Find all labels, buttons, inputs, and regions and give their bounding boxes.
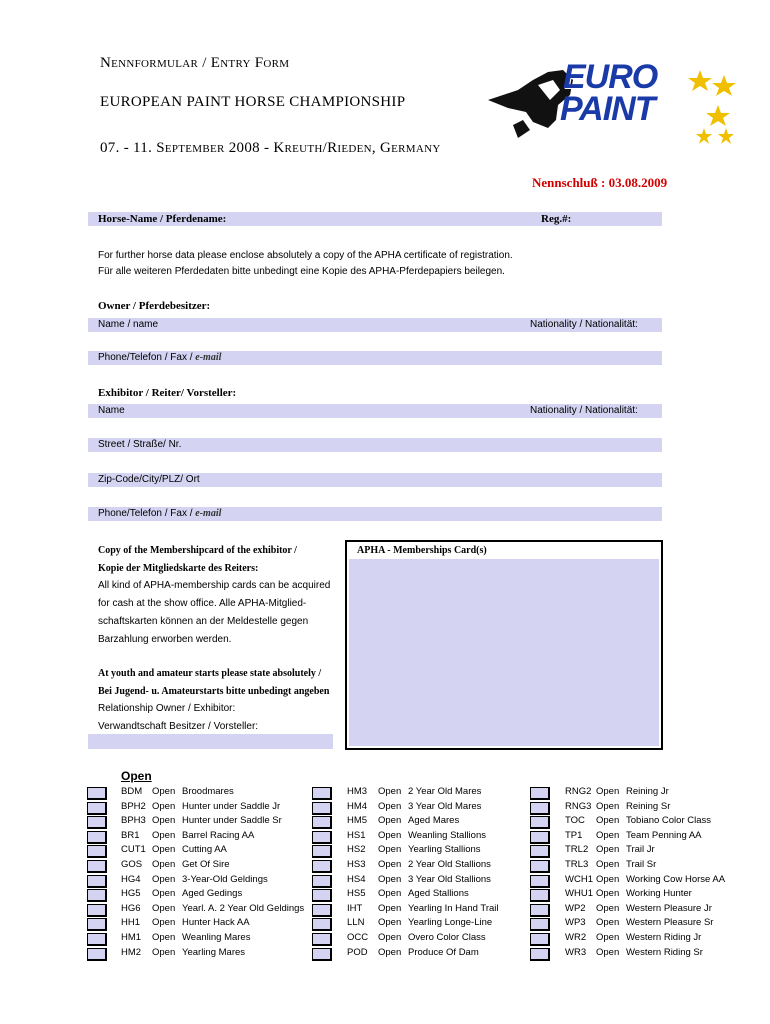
class-name: 3 Year Old Mares <box>408 801 482 812</box>
class-code: WHU1 <box>565 888 593 899</box>
class-checkbox-rng3[interactable] <box>530 802 550 815</box>
class-row-occ <box>347 932 486 944</box>
class-division: Open <box>152 932 176 943</box>
class-code: WCH1 <box>565 874 593 885</box>
class-row-wr2 <box>565 932 701 944</box>
class-code: BR1 <box>121 830 140 841</box>
class-checkbox-pod[interactable] <box>312 948 332 961</box>
class-code: HG6 <box>121 903 141 914</box>
class-name: Working Hunter <box>626 888 692 899</box>
horse-name-field[interactable] <box>88 212 662 226</box>
class-code: BPH3 <box>121 815 146 826</box>
class-checkbox-hs1[interactable] <box>312 831 332 844</box>
class-code: HM5 <box>347 815 368 826</box>
class-code: HS2 <box>347 844 366 855</box>
horse-name-label: Horse-Name / Pferdename: <box>98 213 227 225</box>
championship-title: EUROPEAN PAINT HORSE CHAMPIONSHIP <box>100 94 406 110</box>
class-checkbox-trl3[interactable] <box>530 860 550 873</box>
class-name: Yearl. A. 2 Year Old Geldings <box>182 903 305 914</box>
class-name: Overo Color Class <box>408 932 486 943</box>
class-code: WR3 <box>565 947 587 958</box>
class-code: HS3 <box>347 859 366 870</box>
class-division: Open <box>378 830 402 841</box>
class-checkbox-hm5[interactable] <box>312 816 332 829</box>
class-code: POD <box>347 947 368 958</box>
membership-line5: schaftskarten können an der Meldestelle gegen <box>98 616 309 627</box>
class-checkbox-hh1[interactable] <box>87 918 107 931</box>
class-row-bph3 <box>121 815 282 827</box>
class-checkbox-hm2[interactable] <box>87 948 107 961</box>
class-checkbox-hs2[interactable] <box>312 845 332 858</box>
exhibitor-zip-label: Zip-Code/City/PLZ/ Ort <box>98 474 200 485</box>
europaint-logo <box>478 50 748 150</box>
class-checkbox-br1[interactable] <box>87 831 107 844</box>
class-code: HH1 <box>121 917 141 928</box>
class-checkbox-rng2[interactable] <box>530 787 550 800</box>
class-code: BPH2 <box>121 801 146 812</box>
class-division: Open <box>152 888 176 899</box>
class-row-wch1 <box>565 874 725 886</box>
class-division: Open <box>378 786 402 797</box>
class-row-hm4 <box>347 801 481 813</box>
membership-line1: Copy of the Membershipcard of the exhibitor / <box>98 545 297 556</box>
class-row-bdm <box>121 786 234 798</box>
class-row-gos <box>121 859 230 871</box>
class-division: Open <box>596 859 620 870</box>
class-division: Open <box>596 917 620 928</box>
class-name: Western Pleasure Jr <box>626 903 712 914</box>
class-row-wp2 <box>565 903 712 915</box>
relationship-line2: Bei Jugend- u. Amateurstarts bitte unbedingt angeben <box>98 686 330 697</box>
class-code: HM1 <box>121 932 142 943</box>
class-checkbox-tp1[interactable] <box>530 831 550 844</box>
class-code: HS1 <box>347 830 366 841</box>
class-division: Open <box>378 874 402 885</box>
class-name: Trail Sr <box>626 859 657 870</box>
relationship-line1: At youth and amateur starts please state absolutely / <box>98 668 322 679</box>
class-row-hg4 <box>121 874 268 886</box>
class-checkbox-wr3[interactable] <box>530 948 550 961</box>
class-name: Working Cow Horse AA <box>626 874 726 885</box>
class-division: Open <box>596 844 620 855</box>
class-checkbox-hg6[interactable] <box>87 904 107 917</box>
class-code: HM4 <box>347 801 368 812</box>
class-division: Open <box>596 815 620 826</box>
class-division: Open <box>152 903 176 914</box>
class-name: 3-Year-Old Geldings <box>182 874 268 885</box>
class-name: Cutting AA <box>182 844 227 855</box>
class-name: Weanling Mares <box>182 932 251 943</box>
class-name: 2 Year Old Mares <box>408 786 482 797</box>
class-code: TRL2 <box>565 844 589 855</box>
class-division: Open <box>152 947 176 958</box>
class-row-hs3 <box>347 859 491 871</box>
class-checkbox-hm4[interactable] <box>312 802 332 815</box>
class-name: Broodmares <box>182 786 234 797</box>
class-division: Open <box>378 815 402 826</box>
class-division: Open <box>378 947 402 958</box>
exhibitor-name-field[interactable] <box>88 404 662 418</box>
class-row-rng3 <box>565 801 670 813</box>
class-row-tp1 <box>565 830 702 842</box>
class-code: WP3 <box>565 917 586 928</box>
class-checkbox-bdm[interactable] <box>87 787 107 800</box>
class-row-hs4 <box>347 874 491 886</box>
class-row-iht <box>347 903 498 915</box>
owner-email-label: e-mail <box>195 352 222 363</box>
class-row-hg6 <box>121 903 304 915</box>
class-division: Open <box>378 888 402 899</box>
exhibitor-nationality-label: Nationality / Nationalität: <box>530 405 638 416</box>
class-checkbox-hg5[interactable] <box>87 889 107 902</box>
class-division: Open <box>152 859 176 870</box>
membership-line6: Barzahlung erworben werden. <box>98 634 232 645</box>
class-code: OCC <box>347 932 369 943</box>
horse-note-en: For further horse data please enclose absolutely a copy of the APHA certificate of registration. <box>98 250 513 261</box>
entry-deadline: Nennschluß : 03.08.2009 <box>532 175 668 190</box>
class-division: Open <box>596 786 620 797</box>
class-division: Open <box>152 786 176 797</box>
class-division: Open <box>596 947 620 958</box>
class-checkbox-hs4[interactable] <box>312 875 332 888</box>
membership-card-label: APHA - Memberships Card(s) <box>357 545 487 556</box>
owner-name-field[interactable] <box>88 318 662 332</box>
membership-line2: Kopie der Mitgliedskarte des Reiters: <box>98 563 259 574</box>
exhibitor-phone-label: Phone/Telefon / Fax / <box>98 508 196 519</box>
relationship-field[interactable] <box>88 734 333 749</box>
class-checkbox-hs5[interactable] <box>312 889 332 902</box>
class-row-hs5 <box>347 888 469 900</box>
membership-line4: for cash at the show office. Alle APHA-Mitglied- <box>98 598 307 609</box>
reg-number-label: Reg.#: <box>541 213 572 225</box>
class-row-cut1 <box>121 844 227 856</box>
owner-phone-label: Phone/Telefon / Fax / <box>98 352 196 363</box>
class-code: HM2 <box>121 947 142 958</box>
class-code: HM3 <box>347 786 368 797</box>
classes-heading: Open <box>121 769 152 783</box>
membership-card-box[interactable] <box>345 540 663 750</box>
class-division: Open <box>378 917 402 928</box>
class-row-wr3 <box>565 947 703 959</box>
class-division: Open <box>152 801 176 812</box>
relationship-line4: Verwandtschaft Besitzer / Vorsteller: <box>98 721 259 732</box>
class-row-toc <box>565 815 711 827</box>
class-row-hm2 <box>121 947 245 959</box>
class-checkbox-wr2[interactable] <box>530 933 550 946</box>
relationship-line3: Relationship Owner / Exhibitor: <box>98 703 236 714</box>
class-division: Open <box>596 903 620 914</box>
class-row-hm5 <box>347 815 459 827</box>
exhibitor-name-label: Name <box>98 405 125 416</box>
class-code: WP2 <box>565 903 586 914</box>
owner-name-label: Name / name <box>98 319 159 330</box>
form-title: Nennformular / Entry Form <box>100 55 290 71</box>
exhibitor-email-label: e-mail <box>195 508 222 519</box>
class-name: Reining Jr <box>626 786 669 797</box>
class-checkbox-cut1[interactable] <box>87 845 107 858</box>
class-name: Yearling In Hand Trail <box>408 903 499 914</box>
class-name: Aged Stallions <box>408 888 469 899</box>
class-name: 3 Year Old Stallions <box>408 874 491 885</box>
class-code: GOS <box>121 859 143 870</box>
class-code: HS4 <box>347 874 366 885</box>
class-checkbox-hs3[interactable] <box>312 860 332 873</box>
class-name: Yearling Stallions <box>408 844 481 855</box>
class-division: Open <box>152 917 176 928</box>
class-checkbox-hm3[interactable] <box>312 787 332 800</box>
class-name: Team Penning AA <box>626 830 702 841</box>
class-division: Open <box>378 801 402 812</box>
class-division: Open <box>378 844 402 855</box>
class-checkbox-bph3[interactable] <box>87 816 107 829</box>
class-code: CUT1 <box>121 844 146 855</box>
class-row-hh1 <box>121 917 250 929</box>
class-name: Western Pleasure Sr <box>626 917 714 928</box>
class-name: Barrel Racing AA <box>182 830 255 841</box>
class-checkbox-bph2[interactable] <box>87 802 107 815</box>
class-row-hm3 <box>347 786 481 798</box>
class-row-br1 <box>121 830 254 842</box>
class-name: Aged Mares <box>408 815 460 826</box>
class-division: Open <box>152 815 176 826</box>
class-row-whu1 <box>565 888 692 900</box>
class-code: LLN <box>347 917 365 928</box>
class-row-trl2 <box>565 844 655 856</box>
class-division: Open <box>378 903 402 914</box>
class-code: TOC <box>565 815 585 826</box>
class-name: Trail Jr <box>626 844 655 855</box>
class-division: Open <box>596 830 620 841</box>
class-row-lln <box>347 917 492 929</box>
class-row-bph2 <box>121 801 280 813</box>
class-row-hm1 <box>121 932 250 944</box>
class-division: Open <box>378 859 402 870</box>
membership-line3: All kind of APHA-membership cards can be acquired <box>98 580 331 591</box>
exhibitor-heading: Exhibitor / Reiter/ Vorsteller: <box>98 387 237 399</box>
exhibitor-street-field[interactable] <box>88 438 662 452</box>
class-name: Weanling Stallions <box>408 830 486 841</box>
class-checkbox-lln[interactable] <box>312 918 332 931</box>
class-name: 2 Year Old Stallions <box>408 859 491 870</box>
class-code: TP1 <box>565 830 583 841</box>
membership-card-area[interactable] <box>349 559 659 746</box>
class-checkbox-whu1[interactable] <box>530 889 550 902</box>
class-division: Open <box>596 874 620 885</box>
logo-word-paint: PAINT <box>560 90 655 128</box>
class-name: Hunter under Saddle Sr <box>182 815 282 826</box>
class-name: Aged Gedings <box>182 888 243 899</box>
class-name: Produce Of Dam <box>408 947 479 958</box>
owner-heading: Owner / Pferdebesitzer: <box>98 300 211 312</box>
class-code: TRL3 <box>565 859 589 870</box>
class-division: Open <box>152 874 176 885</box>
class-code: IHT <box>347 903 363 914</box>
class-code: HG4 <box>121 874 141 885</box>
class-name: Yearling Mares <box>182 947 246 958</box>
exhibitor-street-label: Street / Straße/ Nr. <box>98 439 182 450</box>
logo-word-euro: EURO <box>563 58 658 96</box>
class-code: WR2 <box>565 932 587 943</box>
horse-note-de: Für alle weiteren Pferdedaten bitte unbedingt eine Kopie des APHA-Pferdepapiers beilegen. <box>98 266 505 277</box>
class-code: HS5 <box>347 888 366 899</box>
class-checkbox-toc[interactable] <box>530 816 550 829</box>
class-name: Western Riding Sr <box>626 947 703 958</box>
class-code: BDM <box>121 786 143 797</box>
class-checkbox-hg4[interactable] <box>87 875 107 888</box>
class-name: Hunter under Saddle Jr <box>182 801 281 812</box>
class-division: Open <box>152 830 176 841</box>
class-division: Open <box>152 844 176 855</box>
class-checkbox-hm1[interactable] <box>87 933 107 946</box>
class-division: Open <box>596 801 620 812</box>
class-row-rng2 <box>565 786 669 798</box>
class-name: Yearling Longe-Line <box>408 917 493 928</box>
class-name: Tobiano Color Class <box>626 815 712 826</box>
exhibitor-zip-field[interactable] <box>88 473 662 487</box>
class-code: RNG2 <box>565 786 592 797</box>
class-division: Open <box>596 888 620 899</box>
class-row-pod <box>347 947 479 959</box>
class-checkbox-wch1[interactable] <box>530 875 550 888</box>
class-checkbox-trl2[interactable] <box>530 845 550 858</box>
class-code: HG5 <box>121 888 141 899</box>
class-checkbox-occ[interactable] <box>312 933 332 946</box>
class-row-trl3 <box>565 859 656 871</box>
class-checkbox-iht[interactable] <box>312 904 332 917</box>
class-division: Open <box>596 932 620 943</box>
owner-phone-field[interactable] <box>88 351 662 365</box>
class-name: Reining Sr <box>626 801 671 812</box>
class-row-wp3 <box>565 917 713 929</box>
class-division: Open <box>378 932 402 943</box>
class-name: Hunter Hack AA <box>182 917 250 928</box>
class-row-hs1 <box>347 830 486 842</box>
exhibitor-phone-field[interactable] <box>88 507 662 521</box>
class-code: RNG3 <box>565 801 592 812</box>
class-checkbox-wp3[interactable] <box>530 918 550 931</box>
owner-nationality-label: Nationality / Nationalität: <box>530 319 638 330</box>
class-name: Western Riding Jr <box>626 932 702 943</box>
class-name: Get Of Sire <box>182 859 230 870</box>
class-row-hg5 <box>121 888 242 900</box>
event-dates: 07. - 11. September 2008 - Kreuth/Rieden, Germany <box>100 140 441 156</box>
class-checkbox-gos[interactable] <box>87 860 107 873</box>
class-row-hs2 <box>347 844 481 856</box>
class-checkbox-wp2[interactable] <box>530 904 550 917</box>
